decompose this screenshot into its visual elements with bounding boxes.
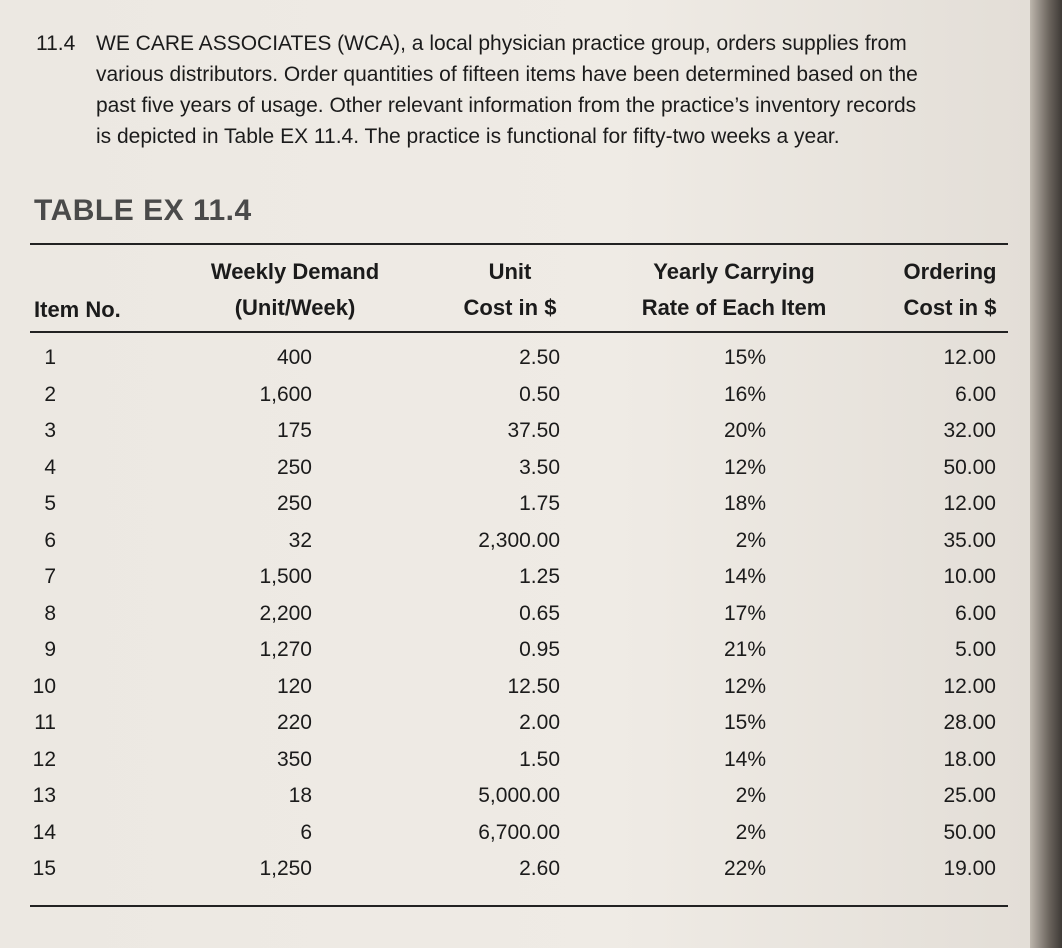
cell-carrying-rate: 15% [723,711,766,734]
cell-item: 13 [32,784,56,807]
table-bottom-rule [30,905,1008,907]
cell-demand: 1,270 [259,638,312,661]
cell-carrying-rate: 2% [735,528,766,552]
cell-carrying-rate: 2% [735,784,766,807]
header-line: Unit [488,259,532,284]
table-row [0,452,1030,489]
problem-line: past five years of usage. Other relevant information from the practice’s inventory records [96,94,917,117]
cell-ordering-cost: 50.00 [943,820,996,844]
cell-ordering-cost: 10.00 [943,565,996,588]
cell-item: 3 [44,419,56,442]
header-carrying-rate [612,254,856,326]
header-line: Ordering [903,259,997,284]
table-body [0,342,1030,890]
table-row [0,598,1030,635]
table-row [0,780,1030,817]
header-weekly-demand [180,254,410,326]
cell-unit-cost: 3.50 [519,455,560,479]
table-row [0,744,1030,781]
header-line: Rate of Each Item [641,295,827,320]
table-row [0,488,1030,525]
table-row [0,707,1030,744]
table-row [0,342,1030,379]
cell-demand: 18 [288,784,312,807]
cell-ordering-cost: 28.00 [943,711,996,734]
cell-carrying-rate: 14% [723,565,766,588]
table-header-rule [30,331,1008,333]
cell-carrying-rate: 12% [723,674,766,698]
table-row [0,525,1030,562]
cell-item: 5 [44,492,56,515]
cell-unit-cost: 1.75 [519,492,560,515]
cell-demand: 350 [276,747,312,771]
cell-unit-cost: 1.50 [519,747,560,771]
cell-unit-cost: 0.95 [519,638,560,661]
cell-item: 2 [44,382,56,406]
cell-item: 1 [44,346,56,369]
cell-demand: 175 [276,419,312,442]
cell-ordering-cost: 6.00 [955,382,996,406]
cell-demand: 6 [300,820,312,844]
cell-unit-cost: 37.50 [507,419,560,442]
cell-ordering-cost: 12.00 [943,674,996,698]
table-row [0,817,1030,854]
cell-demand: 120 [276,674,312,698]
table-top-rule [30,243,1008,245]
cell-item: 11 [34,711,56,734]
header-item-no: Item No. [34,297,121,322]
cell-ordering-cost: 5.00 [955,638,996,661]
cell-carrying-rate: 12% [723,455,766,479]
cell-demand: 32 [288,528,312,552]
header-line: (Unit/Week) [234,295,356,320]
cell-demand: 1,500 [259,565,312,588]
cell-ordering-cost: 12.00 [943,492,996,515]
cell-ordering-cost: 32.00 [943,419,996,442]
cell-carrying-rate: 21% [723,638,766,661]
problem-statement [36,28,1011,152]
cell-unit-cost: 2.50 [519,346,560,369]
cell-item: 15 [32,857,56,880]
table-row [0,634,1030,671]
cell-unit-cost: 1.25 [519,565,560,588]
cell-ordering-cost: 19.00 [943,857,996,880]
cell-ordering-cost: 18.00 [943,747,996,771]
cell-carrying-rate: 20% [723,419,766,442]
table-row [0,671,1030,708]
cell-item: 6 [44,528,56,552]
header-line: Weekly Demand [210,259,380,284]
table-row [0,561,1030,598]
cell-ordering-cost: 50.00 [943,455,996,479]
problem-line: various distributors. Order quantities of fifteen items have been determined based on the [96,63,918,86]
cell-carrying-rate: 16% [723,382,766,406]
problem-number: 11.4 [36,32,76,55]
table-row [0,415,1030,452]
cell-item: 4 [44,455,56,479]
cell-unit-cost: 0.65 [519,601,560,625]
header-line: Yearly Carrying [653,259,815,284]
cell-demand: 1,250 [259,857,312,880]
cell-demand: 400 [276,346,312,369]
cell-carrying-rate: 18% [723,492,766,515]
cell-item: 7 [44,565,56,588]
cell-ordering-cost: 12.00 [943,346,996,369]
cell-ordering-cost: 25.00 [943,784,996,807]
cell-demand: 2,200 [259,601,312,625]
cell-unit-cost: 6,700.00 [478,820,560,844]
cell-carrying-rate: 17% [723,601,766,625]
book-spine-shadow [1030,0,1062,948]
cell-unit-cost: 5,000.00 [478,784,560,807]
cell-demand: 250 [276,455,312,479]
problem-line: is depicted in Table EX 11.4. The practice is functional for fifty-two weeks a year. [96,125,840,148]
cell-carrying-rate: 22% [723,857,766,880]
cell-item: 14 [32,820,56,844]
header-line: Cost in $ [463,295,557,320]
header-ordering-cost [880,254,1020,326]
cell-carrying-rate: 15% [723,346,766,369]
cell-carrying-rate: 2% [735,820,766,844]
cell-item: 8 [44,601,56,625]
problem-line: WE CARE ASSOCIATES (WCA), a local physician practice group, orders supplies from [96,32,907,55]
table-title: TABLE EX 11.4 [34,194,252,227]
cell-unit-cost: 12.50 [507,674,560,698]
cell-demand: 250 [276,492,312,515]
cell-unit-cost: 2.00 [519,711,560,734]
cell-item: 10 [32,674,56,698]
cell-ordering-cost: 6.00 [955,601,996,625]
cell-demand: 220 [276,711,312,734]
cell-unit-cost: 2.60 [519,857,560,880]
cell-demand: 1,600 [259,382,312,406]
header-line: Cost in $ [903,295,997,320]
table-row [0,379,1030,416]
cell-ordering-cost: 35.00 [943,528,996,552]
cell-item: 9 [44,638,56,661]
cell-carrying-rate: 14% [723,747,766,771]
cell-unit-cost: 0.50 [519,382,560,406]
cell-unit-cost: 2,300.00 [478,528,560,552]
header-unit-cost [440,254,580,326]
table-row [0,853,1030,890]
cell-item: 12 [32,747,56,771]
